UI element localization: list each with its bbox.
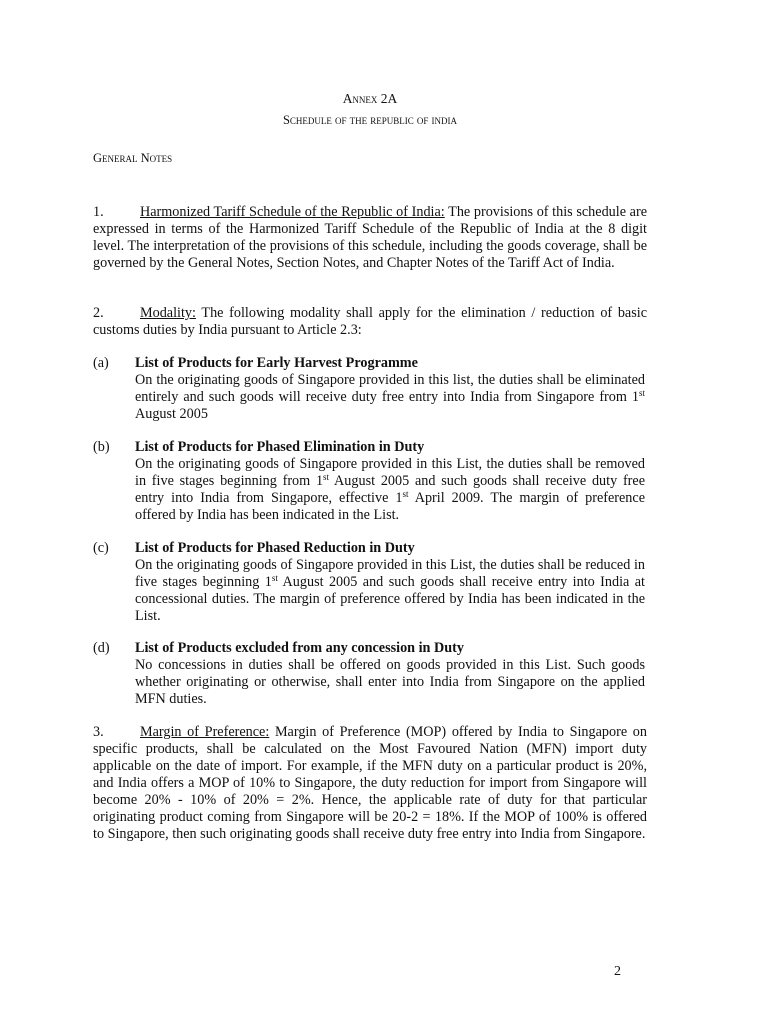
list-item-c: [93, 540, 647, 625]
list-item-text: August 2005 and such goods shall receive duty free entry into India from Singapore, effective 1: [135, 473, 645, 506]
general-notes-heading: General Notes: [93, 151, 173, 165]
list-item-text: August 2005 and such goods shall receive entry into India at concessional duties. The margin of preference offered by India has been indicated in the List.: [135, 574, 645, 624]
superscript: st: [323, 472, 330, 482]
list-item-text: April 2009. The margin of preference offered by India has been indicated in the List.: [135, 490, 645, 523]
superscript: st: [271, 573, 278, 583]
annex-title: Annex 2A: [342, 91, 398, 106]
list-item-title: List of Products for Phased Reduction in Duty: [135, 540, 415, 556]
list-item-text: No concessions in duties shall be offered on goods provided in this List. Such goods whether originating or otherwise, shall enter into India from Singapore on the applied MFN duties.: [135, 657, 645, 707]
list-item-a: [93, 355, 647, 423]
page-number: 2: [614, 964, 621, 979]
document-page: [93, 0, 647, 1024]
note-3-title: Margin of Preference:: [140, 724, 270, 740]
note-1-number: 1.: [93, 204, 104, 220]
note-1-title: Harmonized Tariff Schedule of the Republic of India:: [140, 204, 445, 220]
note-3: [93, 724, 647, 843]
list-item-text: On the originating goods of Singapore provided in this list, the duties shall be eliminated entirely and such goods will receive duty free entry into India from Singapore from 1: [135, 372, 645, 405]
note-2: [93, 305, 647, 339]
list-item-title: List of Products for Phased Elimination in Duty: [135, 439, 425, 455]
superscript: st: [402, 489, 409, 499]
note-1: [93, 204, 647, 272]
list-item-text: On the originating goods of Singapore provided in this List, the duties shall be removed in five stages beginning from 1: [135, 456, 645, 489]
note-2-title: Modality:: [140, 305, 196, 321]
list-item-b: [93, 439, 647, 524]
note-3-text: Margin of Preference (MOP) offered by India to Singapore on specific products, shall be calculated on the Most Favoured Nation (MFN) import duty applicable on the date of import. For example, if the MFN duty on a particular product is 20%, and India offers a MOP of 10% to Singapore, the duty reduction for import from Singapore will become 20% - 10% of 20% = 2%. Hence, the applicable rate of duty for that particular originating product coming from Singapore will be 20-2 = 18%. If the MOP of 100% is offered to Singapore, then such originating goods shall receive duty free entry into India from Singapore.: [93, 724, 647, 842]
schedule-title: Schedule of the republic of india: [282, 113, 458, 127]
list-item-d: [93, 640, 647, 708]
list-item-label: (b): [93, 439, 110, 455]
superscript: st: [638, 388, 645, 398]
note-3-number: 3.: [93, 724, 104, 740]
list-item-label: (c): [93, 540, 109, 556]
list-item-label: (a): [93, 355, 109, 371]
note-2-number: 2.: [93, 305, 104, 321]
list-item-label: (d): [93, 640, 110, 656]
list-item-title: List of Products excluded from any concession in Duty: [135, 640, 464, 656]
list-item-text: August 2005: [135, 406, 208, 422]
list-item-text: On the originating goods of Singapore provided in this List, the duties shall be reduced in five stages beginning 1: [135, 557, 645, 590]
note-1-text: The provisions of this schedule are expressed in terms of the Harmonized Tariff Schedule of the Republic of India at the 8 digit level. The interpretation of the provisions of this schedule, including the goods coverage, shall be governed by the General Notes, Section Notes, and Chapter Notes of the Tariff Act of India.: [93, 204, 647, 271]
note-2-text: The following modality shall apply for the elimination / reduction of basic customs duties by India pursuant to Article 2.3:: [93, 305, 647, 338]
list-item-title: List of Products for Early Harvest Programme: [135, 355, 418, 371]
